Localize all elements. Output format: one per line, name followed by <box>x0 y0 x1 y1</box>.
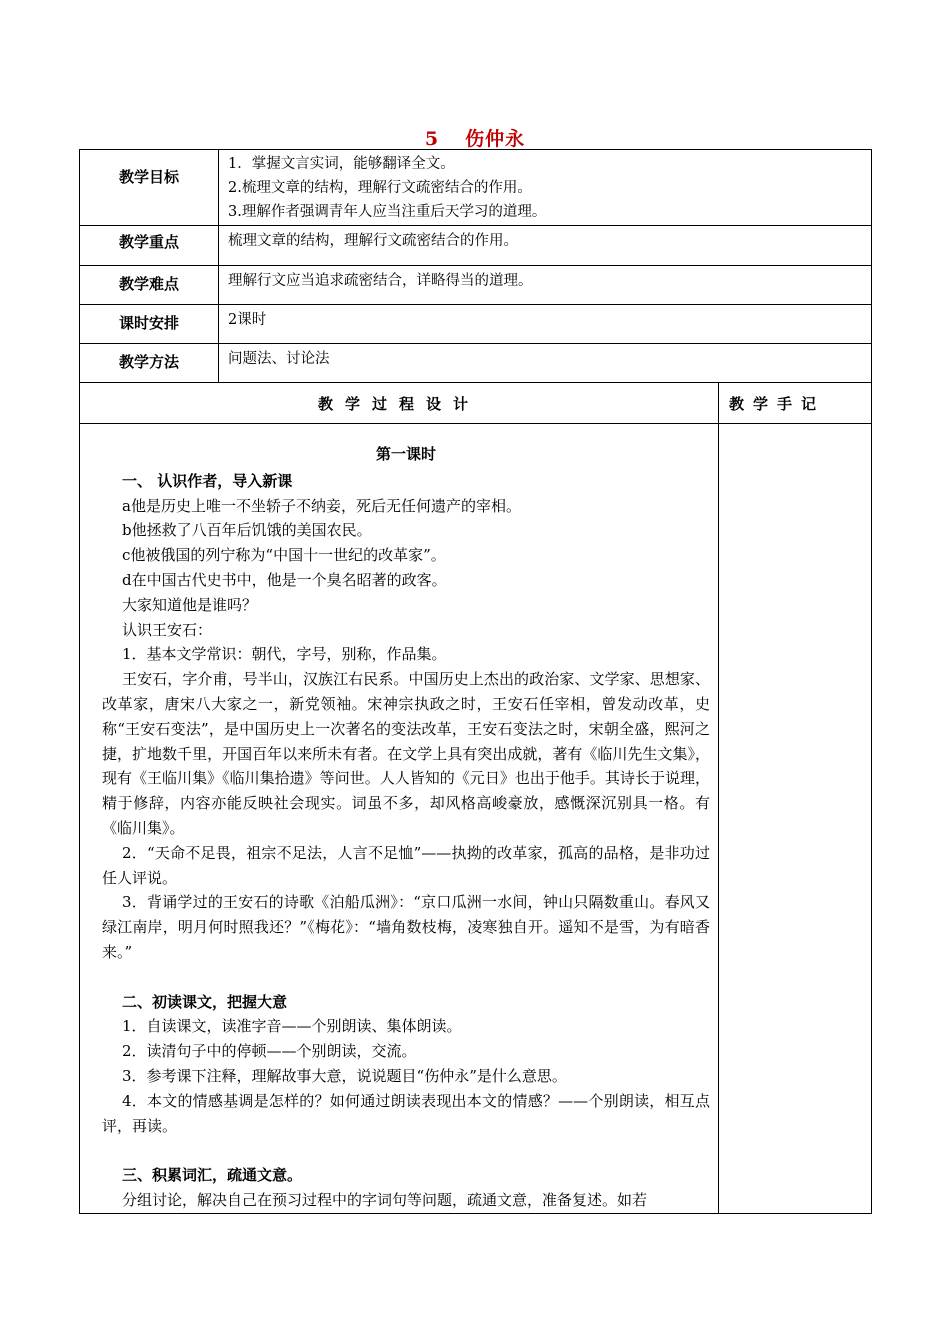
objective-3: 3.理解作者强调青年人应当注重后天学习的道理。 <box>228 204 547 220</box>
objectives-value <box>219 150 872 226</box>
section-2-title: 二、初读课文，把握大意 <box>122 992 288 1011</box>
spacer <box>102 965 710 990</box>
section-2-item-3: 3．参考课下注释，理解故事大意，说说题目“伤仲永”是什么意思。 <box>122 1066 567 1085</box>
row-objectives <box>80 150 872 226</box>
section-2-item-1: 1．自读课文，读准字音——个别朗读、集体朗读。 <box>122 1017 462 1036</box>
row-difficulties <box>80 266 872 305</box>
key-points-text: 梳理文章的结构，理解行文疏密结合的作用。 <box>228 233 518 249</box>
schedule-text: 2课时 <box>228 312 267 328</box>
lesson-content <box>80 424 719 1214</box>
point-3: 3．背诵学过的王安石的诗歌《泊船瓜洲》：“京口瓜洲一水间，钟山只隔数重山。春风又绿江南岸，明月何时照我还？”《梅花》：“墙角数枝梅，凌寒独自开。遥知不是雪，为有暗香来。” <box>102 893 710 961</box>
difficulties-label: 教学难点 <box>80 266 219 305</box>
section-3-title: 三、积累词汇，疏通文意。 <box>122 1166 303 1185</box>
row-schedule <box>80 305 872 344</box>
lesson-number: 5 <box>424 128 440 150</box>
row-lesson-body <box>80 424 872 1214</box>
session-title: 第一课时 <box>375 445 436 463</box>
schedule-value <box>219 305 872 344</box>
riddle-c: c他被俄国的列宁称为“中国十一世纪的改革家”。 <box>122 546 446 565</box>
methods-text: 问题法、讨论法 <box>228 351 330 367</box>
section-2-item-2: 2．读清句子中的停顿——个别朗读，交流。 <box>122 1042 417 1061</box>
difficulties-value <box>219 266 872 305</box>
section-1-title: 一、 认识作者，导入新课 <box>122 471 293 490</box>
riddle-question: 大家知道他是谁吗？ <box>122 595 258 614</box>
methods-value <box>219 344 872 383</box>
schedule-label: 课时安排 <box>80 305 219 344</box>
lesson-plan-table <box>79 149 872 1214</box>
section-2-item-4: 4．本文的情感基调是怎样的？如何通过朗读表现出本文的情感？——个别朗读，相互点评，再读。 <box>102 1091 710 1135</box>
riddle-b: b他拯救了八百年后饥饿的美国农民。 <box>122 521 372 540</box>
methods-label: 教学方法 <box>80 344 219 383</box>
know-author: 认识王安石： <box>122 620 213 639</box>
point-2: 2．“天命不足畏，祖宗不足法，人言不足恤”——执拗的改革家，孤高的品格，是非功过任人评说。 <box>102 843 710 887</box>
teaching-notes-area <box>719 424 872 1214</box>
objective-1: 1．掌握文言实词，能够翻译全文。 <box>228 156 455 172</box>
author-bio: 王安石，字介甫，号半山，汉族江右民系。中国历史上杰出的政治家、文学家、思想家、改革家，唐宋八大家之一，新党领袖。宋神宗执政之时，王安石任宰相，曾发动改革，史称“王安石变法”，是中国历史上一次著名的变法改革，王安石变法之时，宋朝全盛，熙河之捷，扩地数千里，开国百年以来所未有者。在文学上具有突出成就，著有《临川先生文集》，现有《王临川集》《临川集拾遗》等问世。人人皆知的《元日》也出于他手。其诗长于说理，精于修辞，内容亦能反映社会现实。词虽不多，却风格高峻豪放，感慨深沉别具一格。有《临川集》。 <box>102 670 710 837</box>
riddle-d: d在中国古代史书中，他是一个臭名昭著的政客。 <box>122 570 447 589</box>
section-3-text: 分组讨论，解决自己在预习过程中的字词句等问题，疏通文意，准备复述。如若 <box>122 1190 648 1209</box>
objective-2: 2.梳理文章的结构，理解行文疏密结合的作用。 <box>228 180 532 196</box>
page-title <box>0 124 950 151</box>
process-header: 教学过程设计 <box>80 383 719 424</box>
row-methods <box>80 344 872 383</box>
row-key-points <box>80 226 872 266</box>
difficulties-text: 理解行文应当追求疏密结合，详略得当的道理。 <box>228 273 533 289</box>
lesson-title: 伤仲永 <box>465 128 526 150</box>
spacer <box>102 1138 710 1163</box>
notes-header: 教学手记 <box>719 383 872 424</box>
literary-knowledge: 1．基本文学常识：朝代，字号，别称，作品集。 <box>122 645 447 664</box>
riddle-a: a他是历史上唯一不坐轿子不纳妾，死后无任何遗产的宰相。 <box>122 496 521 515</box>
key-points-label: 教学重点 <box>80 226 219 266</box>
objectives-label: 教学目标 <box>80 150 219 226</box>
row-section-headers <box>80 383 872 424</box>
key-points-value <box>219 226 872 266</box>
